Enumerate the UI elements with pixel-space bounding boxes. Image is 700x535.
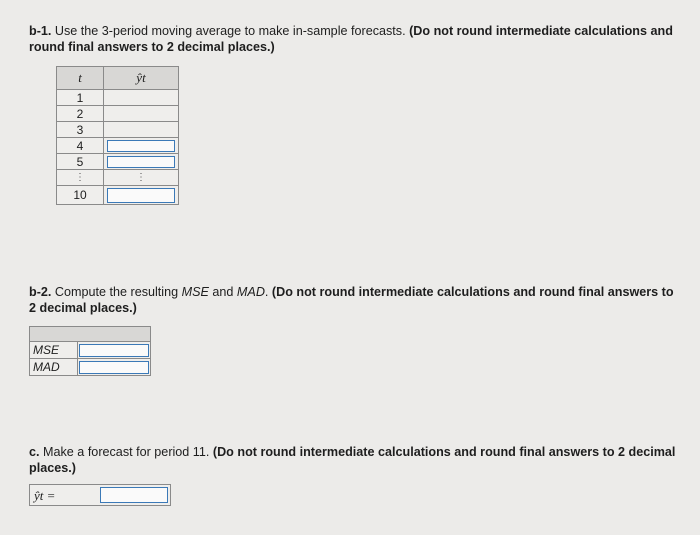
mse-input[interactable]	[79, 344, 149, 357]
table-row	[57, 122, 179, 138]
table-row	[57, 186, 179, 205]
forecast-input-period-4[interactable]	[107, 140, 175, 152]
mad-label: MAD	[30, 359, 78, 376]
period-cell: 5	[57, 154, 104, 170]
table-row	[57, 90, 179, 106]
question-text: and	[208, 285, 237, 299]
question-b1	[29, 23, 679, 55]
period-cell: 4	[57, 138, 104, 154]
forecast-cell	[104, 138, 179, 154]
period-cell: 3	[57, 122, 104, 138]
forecast-answer-box	[29, 484, 171, 506]
column-header-t: t	[57, 67, 104, 90]
question-text: Compute the resulting	[54, 285, 182, 299]
rounding-instruction: (Do not round intermediate calculations and round final answers to 2 decimal places.)	[29, 445, 676, 475]
rounding-instruction: (Do not round intermediate calculations and round final answers to 2 decimal places.)	[29, 24, 673, 54]
period-cell: 10	[57, 186, 104, 205]
mad-input[interactable]	[79, 361, 149, 374]
part-label: b-1.	[29, 24, 52, 38]
forecast-answer-label: ŷt =	[34, 488, 56, 503]
period-cell: 1	[57, 90, 104, 106]
forecast-cell	[104, 90, 179, 106]
table-row	[57, 170, 179, 186]
question-c	[29, 444, 679, 476]
mse-label: MSE	[30, 342, 78, 359]
table-row	[57, 138, 179, 154]
mad-term: MAD	[236, 285, 265, 299]
part-label: c.	[29, 445, 40, 459]
table-row	[57, 154, 179, 170]
period-cell: 2	[57, 106, 104, 122]
forecast-table	[56, 66, 179, 205]
question-text: .	[264, 285, 269, 299]
table-row	[30, 359, 151, 376]
ellipsis-cell: ⋮	[57, 170, 104, 186]
ellipsis-cell: ⋮	[104, 170, 179, 186]
table-row	[57, 106, 179, 122]
forecast-input-period-10[interactable]	[107, 188, 175, 203]
mad-cell	[78, 359, 151, 376]
column-header-yhat: ŷt	[104, 67, 179, 90]
forecast-cell	[104, 186, 179, 205]
table-row	[30, 342, 151, 359]
question-text: Use the 3-period moving average to make in-sample forecasts.	[54, 24, 406, 38]
forecast-cell	[104, 122, 179, 138]
mse-cell	[78, 342, 151, 359]
forecast-input-period-5[interactable]	[107, 156, 175, 168]
table-header	[30, 327, 151, 342]
question-b2	[29, 284, 679, 316]
forecast-cell	[104, 154, 179, 170]
forecast-period-11-input[interactable]	[100, 487, 168, 503]
forecast-cell	[104, 106, 179, 122]
question-text: Make a forecast for period 11.	[43, 445, 210, 459]
mse-term: MSE	[181, 285, 209, 299]
part-label: b-2.	[29, 285, 52, 299]
error-measures-table	[29, 326, 151, 376]
rounding-instruction: (Do not round intermediate calculations and round final answers to 2 decimal places.)	[29, 285, 674, 315]
